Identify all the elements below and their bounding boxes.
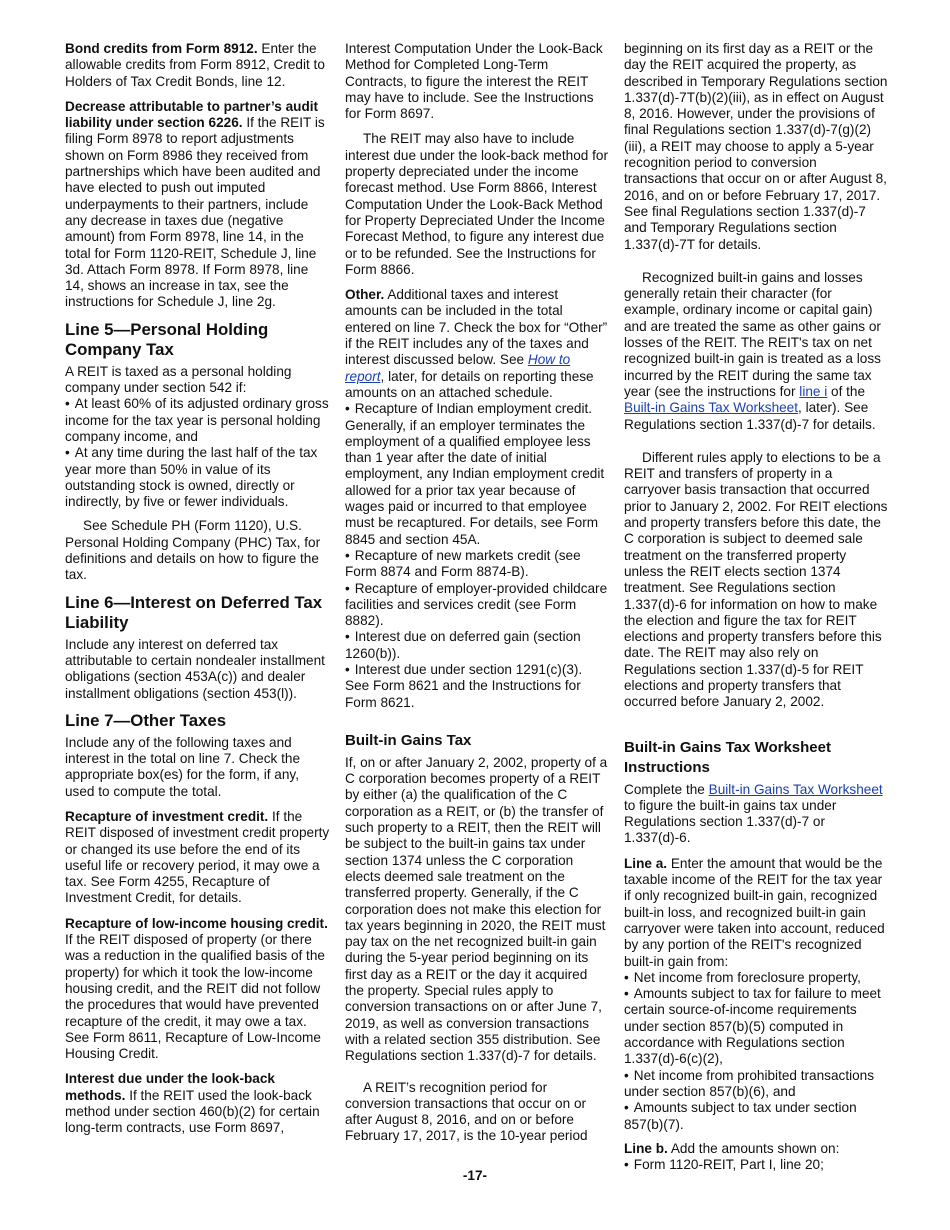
column-right <box>624 41 888 1173</box>
line5-bullet-1: • At least 60% of its adjusted ordinary gross income for the tax year is personal holding company income, and <box>65 396 330 445</box>
paragraph-look-back-continued: Interest Computation Under the Look-Back Method for Completed Long-Term Contracts, to figure the interest the REIT may have to include. See the Instructions for Form 8697. <box>345 41 603 122</box>
paragraph-bond-credits: Bond credits from Form 8912. Enter the allowable credits from Form 8912, Credit to Holders of Tax Credit Bonds, line 12. <box>65 41 325 89</box>
paragraph-recapture-investment: Recapture of investment credit. If the REIT disposed of investment credit property or changed its use before the end of its useful life or recovery period, it may owe a tax. See Form 4255, Recapture of Investment Credit, for details. <box>65 808 330 906</box>
paragraph-other: Other. Additional taxes and interest amounts can be included in the total entered on line 7. Check the box for “Other” if the REIT includes any of the taxes and interest discussed below. See How to report, later, for details on reporting these amounts on an attached schedule. <box>345 287 608 400</box>
heading-line7: Line 7—Other Taxes <box>65 710 227 730</box>
line-a-bullet-4: • Amounts subject to tax under section 857(b)(7). <box>624 1100 888 1133</box>
other-bullet-4: • Interest due on deferred gain (section 1260(b)). <box>345 629 608 662</box>
other-bullet-3: • Recapture of employer-provided childcare facilities and services credit (see Form 8882). <box>345 581 608 630</box>
paragraph-interest-look-back: Interest due under the look-back methods. If the REIT used the look-back method under section 460(b)(2) for certain long-term contracts, use Form 8697, <box>65 1071 320 1136</box>
line-a-bullet-1: • Net income from foreclosure property, <box>624 970 888 986</box>
heading-worksheet-instructions: Built-in Gains Tax Worksheet Instructions <box>624 738 831 776</box>
page-number: -17- <box>462 1168 488 1183</box>
paragraph-built-in-gains: If, on or after January 2, 2002, property of a C corporation becomes property of a REIT by either (a) the qualification of the C corporation as a REIT, or (b) the transfer of such property to a REIT, then the REIT will be subject to the built-in gains tax under section 1374 unless the C corporation elects deemed sale treatment on the transferred property. Generally, if the C corporation does not make this election for tax years beginning in 2020, the REIT must pay tax on the net recognized built-in gain during the 5-year period beginning on its first day as a REIT or the day it acquired the property. Special rules apply to conversion transactions on or after June 7, 2019, as well as conversion transactions with a related section 355 distribution. See Regulations section 1.337(d)-7 for details. <box>345 754 608 1064</box>
paragraph-decrease-partner: Decrease attributable to partner’s audit liability under section 6226. If the REIT is filing Form 8978 to report adjustments shown on Form 8986 they received from partnerships which have been audited and have elected to push out imputed underpayments to their partners, include any decrease in taxes due (negative amount) from Form 8978, line 14, in the total for Form 1120-REIT, Schedule J, line 3d. Attach Form 8978. If Form 8978, line 14, shows an increase in tax, see the instructions for Schedule J, line 2g. <box>65 98 325 310</box>
line5-see: See Schedule PH (Form 1120), U.S. Personal Holding Company (PHC) Tax, for definitions and details on how to figure the tax. <box>65 518 321 583</box>
heading-line5: Line 5—Personal Holding Company Tax <box>65 319 269 359</box>
paragraph-recognition-continued: beginning on its first day as a REIT or the day the REIT acquired the property, as described in Temporary Regulations section 1.337(d)-7T(b)(2)(iii), as in effect on August 8, 2016. However, under the provisions of final Regulations section 1.337(d)-7(g)(2)(iii), a REIT may choose to apply a 5-year recognition period to conversion transactions that occur on or after August 8, 2016, and on or before February 17, 2017. See final Regulations section 1.337(d)-7 and Temporary Regulations section 1.337(d)-7T for details. <box>624 41 888 252</box>
column-left <box>65 41 330 1146</box>
heading-line6: Line 6—Interest on Deferred Tax Liability <box>65 592 323 632</box>
paragraph-different-rules: Different rules apply to elections to be a REIT and transfers of property in a carryover basis transaction that occurred prior to January 2, 2002. For REIT elections and property transfers before this date, the C corporation is subject to deemed sale treatment on the transferred property unless the REIT elects section 1374 treatment. See Regulations section 1.337(d)-6 for information on how to make the election and figure the tax for REIT elections and property transfers before this date. The REIT may also rely on Regulations section 1.337(d)-5 for REIT elections and property transfers that occurred before January 2, 2002. <box>624 449 888 710</box>
other-bullet-1: • Recapture of Indian employment credit. Generally, if an employer terminates the employment of a qualified employee less than 1 year after the date of initial employment, any Indian employment credit allowed for a prior tax year because of wages paid or incurred to that employee must be recaptured. For details, see Form 8845 and section 45A. <box>345 401 608 548</box>
line7-intro: Include any of the following taxes and interest in the total on line 7. Check the appropriate box(es) for the form, if any, used to compute the total. <box>65 734 301 799</box>
column-middle <box>345 41 608 1154</box>
line5-intro: A REIT is taxed as a personal holding company under section 542 if: <box>65 363 292 396</box>
line-a-bullet-3: • Net income from prohibited transactions under section 857(b)(6), and <box>624 1068 888 1101</box>
paragraph-recognized-gains: Recognized built-in gains and losses generally retain their character (for example, ordinary income or capital gain) and are treated the same as other gains or losses of the REIT. The REIT's tax on net recognized built-in gain is treated as a loss incurred by the REIT during the same tax year (see the instructions for line i of the Built-in Gains Tax Worksheet, later). See Regulations section 1.337(d)-7 for details. <box>624 269 881 432</box>
paragraph-complete-worksheet: Complete the Built-in Gains Tax Worksheet to figure the built-in gains tax under Regulations section 1.337(d)-7 or 1.337(d)-6. <box>624 781 883 846</box>
line-a-bullet-2: • Amounts subject to tax for failure to meet certain source-of-income requirements under section 857(b)(5) computed in accordance with Regulations section 1.337(d)-6(c)(2), <box>624 986 888 1067</box>
line6-text: Include any interest on deferred tax attributable to certain nondealer installment obligations (section 453A(c)) and dealer installment obligations (section 453(l)). <box>65 636 325 701</box>
link-built-in-gains-worksheet[interactable]: Built-in Gains Tax Worksheet <box>624 400 799 416</box>
line5-bullet-2: • At any time during the last half of the tax year more than 50% in value of its outstanding stock is owned, directly or indirectly, by five or fewer individuals. <box>65 445 330 510</box>
paragraph-recognition-period: A REIT’s recognition period for conversion transactions that occur on or after August 8, 2016, and on or before February 17, 2017, is the 10-year period <box>345 1079 588 1144</box>
link-worksheet[interactable]: Built-in Gains Tax Worksheet <box>708 781 883 797</box>
heading-built-in-gains-tax: Built-in Gains Tax <box>345 731 472 749</box>
link-how-to-report[interactable]: How to report <box>345 352 571 384</box>
other-bullet-5: • Interest due under section 1291(c)(3). See Form 8621 and the Instructions for Form 8621. <box>345 662 608 711</box>
paragraph-line-a: Line a. Enter the amount that would be the taxable income of the REIT for the tax year if only recognized built-in gain, recognized built-in loss, and recognized built-in gain carryover were taken into account, reduced by any portion of the REIT's recognized built-in gain from: <box>624 855 885 969</box>
line-b-bullet-1: • Form 1120-REIT, Part I, line 20; <box>624 1157 888 1173</box>
paragraph-income-forecast: The REIT may also have to include interest due under the look-back method for property depreciated under the income forecast method. Use Form 8866, Interest Computation Under the Look-Back Method for Property Depreciated Under the Income Forecast Method, to figure any interest due or to be refunded. See the Instructions for Form 8866. <box>345 131 608 277</box>
paragraph-recapture-low-income: Recapture of low-income housing credit. If the REIT disposed of property (or there was a reduction in the qualified basis of the property) for which it took the low-income housing credit, and the REIT did not follow the procedures that would have prevented recapture of the credit, it may owe a tax. See Form 8611, Recapture of Low-Income Housing Credit. <box>65 915 328 1062</box>
other-bullet-2: • Recapture of new markets credit (see Form 8874 and Form 8874-B). <box>345 548 608 581</box>
paragraph-line-b: Line b. Add the amounts shown on: <box>624 1140 840 1156</box>
link-line-i[interactable]: line i <box>799 383 828 399</box>
